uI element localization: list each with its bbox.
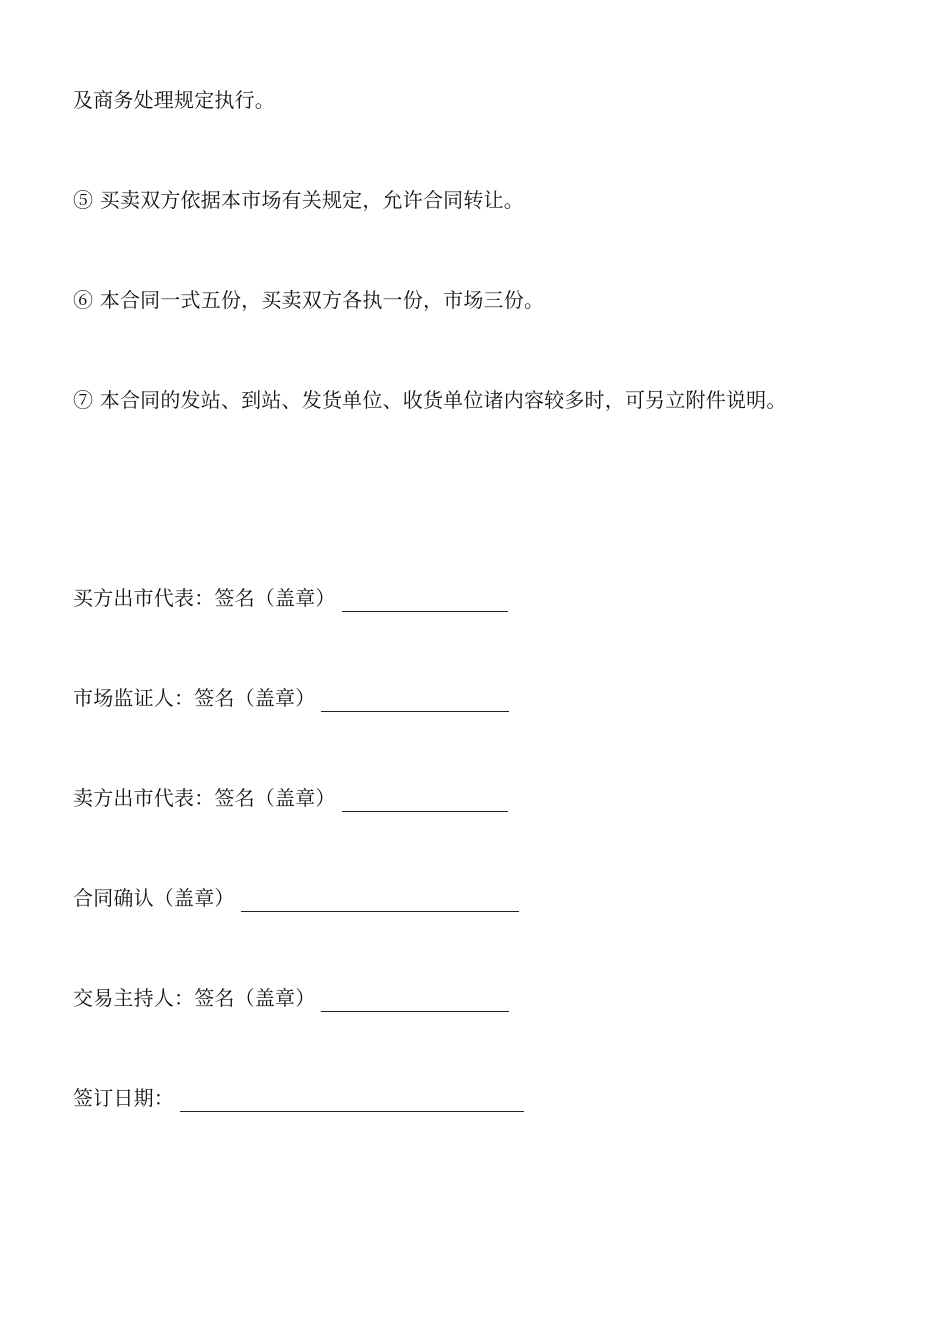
- signature-line-signing-date: [73, 1084, 524, 1112]
- signature-label: 市场监证人：签名（盖章）: [73, 686, 316, 710]
- signature-label: 合同确认（盖章）: [73, 886, 235, 910]
- signature-blank: [180, 1089, 524, 1112]
- signature-blank: [321, 989, 509, 1012]
- signature-blank: [342, 589, 508, 612]
- signature-label: 签订日期：: [73, 1086, 174, 1110]
- signature-blank: [321, 689, 509, 712]
- clause-6: ⑥ 本合同一式五份，买卖双方各执一份，市场三份。: [73, 288, 545, 312]
- signature-label: 卖方出市代表：签名（盖章）: [73, 786, 336, 810]
- signature-label: 买方出市代表：签名（盖章）: [73, 586, 336, 610]
- signature-blank: [241, 889, 519, 912]
- signature-line-market-witness: [73, 684, 509, 712]
- signature-line-seller: [73, 784, 508, 812]
- signature-line-trading-host: [73, 984, 509, 1012]
- clause-7: ⑦ 本合同的发站、到站、发货单位、收货单位诸内容较多时，可另立附件说明。: [73, 388, 787, 412]
- signature-blank: [342, 789, 508, 812]
- signature-line-contract-confirmation: [73, 884, 519, 912]
- signature-label: 交易主持人：签名（盖章）: [73, 986, 316, 1010]
- signature-line-buyer: [73, 584, 508, 612]
- clause-5: ⑤ 买卖双方依据本市场有关规定，允许合同转让。: [73, 188, 524, 212]
- clause-continuation: 及商务处理规定执行。: [73, 88, 275, 112]
